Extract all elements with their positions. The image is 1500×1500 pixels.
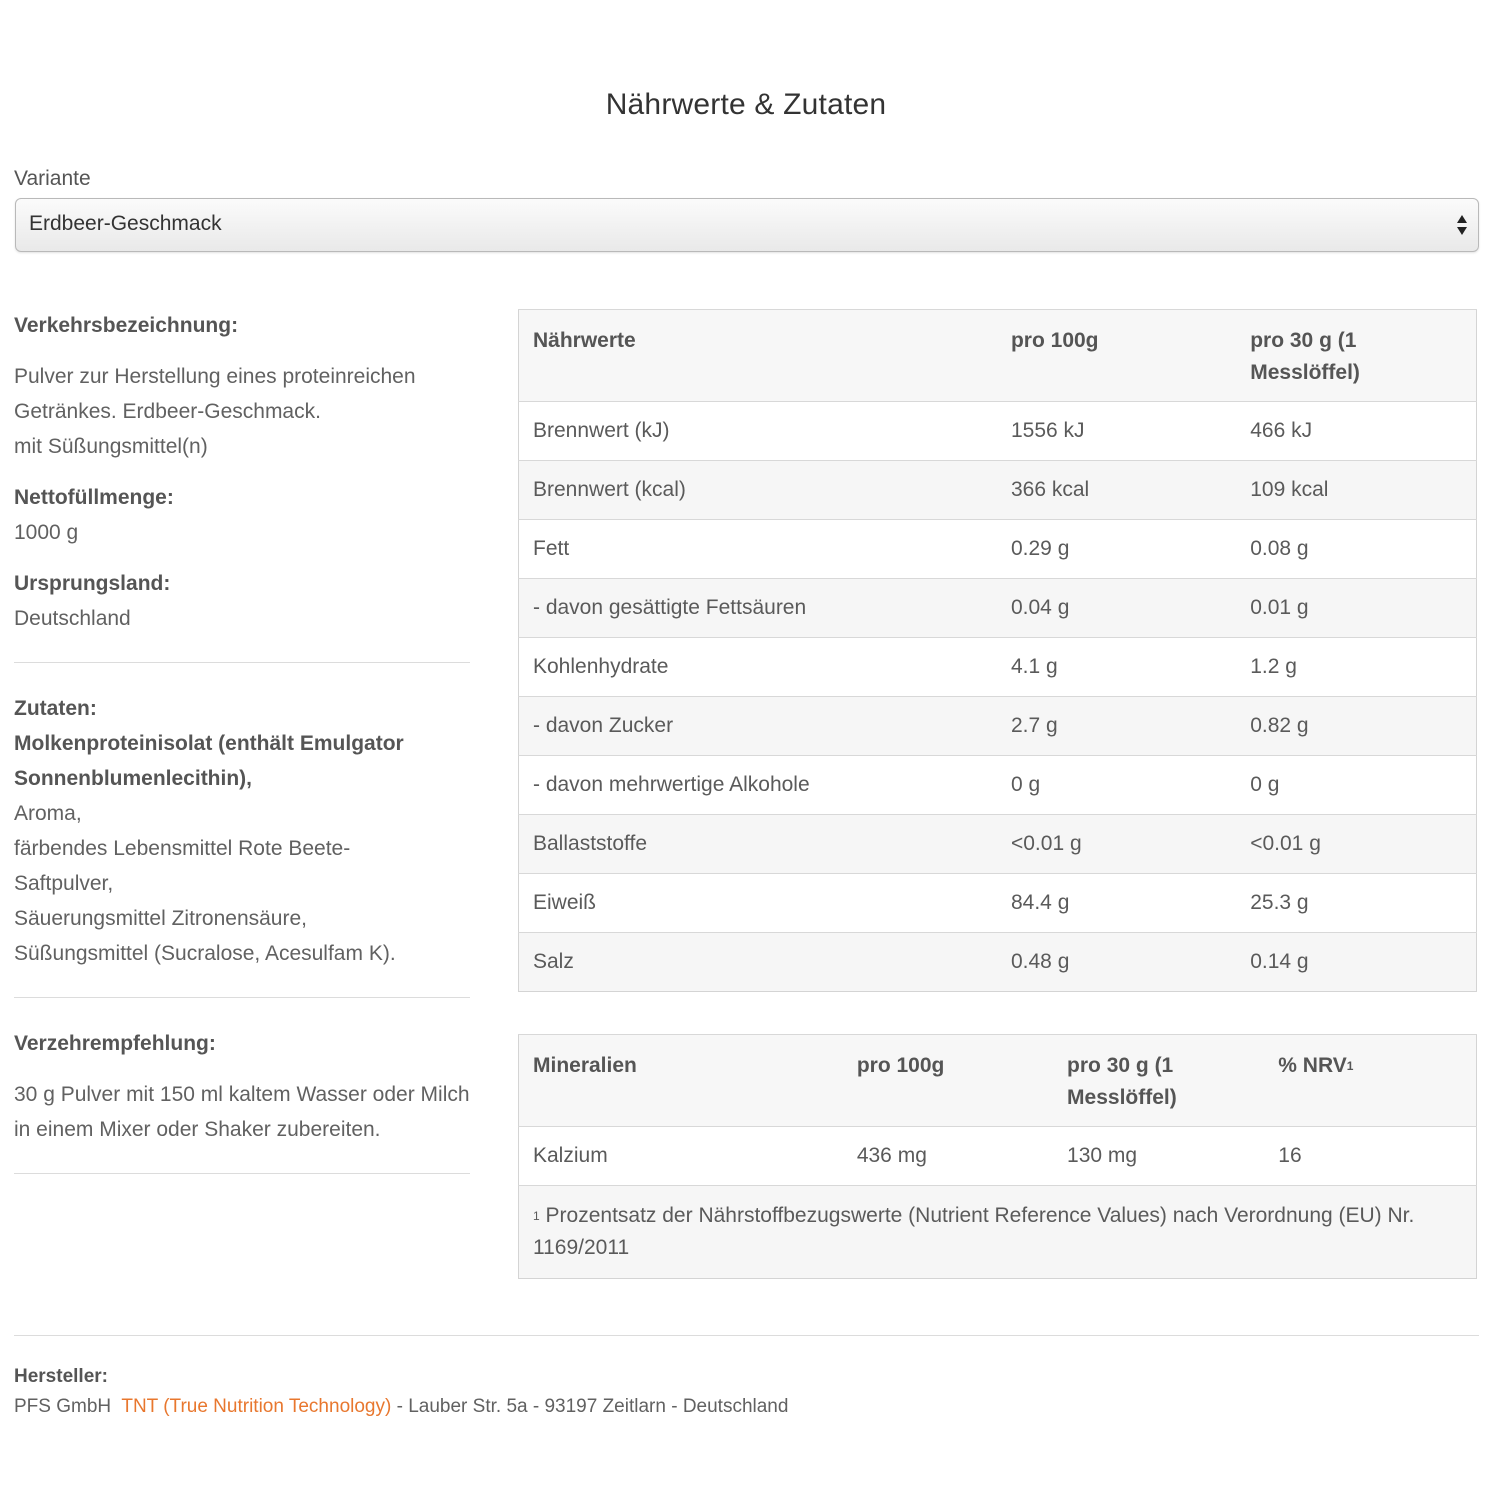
minerals-header-30g: pro 30 g (1 Messlöffel) [1053,1035,1264,1127]
table-row [519,874,1477,933]
ingredient-line: Säuerungsmittel Zitronensäure, [14,907,307,930]
nutrient-name: Eiweiß [519,874,997,933]
nutrition-header-row [519,310,1477,402]
origin-value: Deutschland [14,607,131,630]
divider [14,997,470,998]
nutrient-per-100g: 0.29 g [997,520,1236,579]
page-title: Nährwerte & Zutaten [605,88,887,121]
nutrition-header-name: Nährwerte [519,310,997,402]
footnote-row [519,1186,1477,1279]
footer-divider [14,1335,1479,1336]
nutrient-per-30g: 0 g [1236,756,1476,815]
nutrient-per-30g: 466 kJ [1236,402,1476,461]
ingredient-line: färbendes Lebensmittel Rote Beete- [14,837,351,860]
nutrient-name: - davon mehrwertige Alkohole [519,756,997,815]
designation-line: mit Süßungsmittel(n) [14,435,208,458]
ingredient-line: Aroma, [14,802,82,825]
nutrient-per-100g: <0.01 g [997,815,1236,874]
nutrient-per-30g: 0.08 g [1236,520,1476,579]
ingredients-main: Molkenproteinisolat (enthält Emulgator Sonnenblumenlecithin), [14,732,404,790]
origin-label: Ursprungsland: [14,572,171,595]
nutrient-per-30g: 0.01 g [1236,579,1476,638]
nutrient-per-100g: 0 g [997,756,1236,815]
designation-line: Getränkes. Erdbeer-Geschmack. [14,400,321,423]
mineral-nrv: 16 [1264,1127,1476,1186]
manufacturer-label: Hersteller: [14,1366,108,1387]
divider [14,1173,470,1174]
net-quantity-label: Nettofüllmenge: [14,486,174,509]
nutrient-per-100g: 4.1 g [997,638,1236,697]
ingredient-line: Süßungsmittel (Sucralose, Acesulfam K). [14,942,396,965]
minerals-header-nrv [1264,1035,1476,1127]
table-row [519,579,1477,638]
variant-label: Variante [14,167,91,190]
mineral-per-30g: 130 mg [1053,1127,1264,1186]
nutrient-name: Salz [519,933,997,992]
nrv-label: % NRV [1278,1054,1347,1077]
nutrient-per-30g: <0.01 g [1236,815,1476,874]
nutrient-per-100g: 366 kcal [997,461,1236,520]
nutrition-header-100g: pro 100g [997,310,1236,402]
variant-selected-value: Erdbeer-Geschmack [29,212,222,235]
nutrient-per-30g: 0.14 g [1236,933,1476,992]
nutrient-per-30g: 109 kcal [1236,461,1476,520]
minerals-header-100g: pro 100g [843,1035,1053,1127]
footnote-marker: 1 [533,1209,540,1223]
minerals-header-name: Mineralien [519,1035,843,1127]
manufacturer-address: - Lauber Str. 5a - 93197 Zeitlarn - Deutschland [396,1396,789,1417]
minerals-table [518,1034,1477,1279]
table-row [519,638,1477,697]
table-row [519,402,1477,461]
net-quantity-value: 1000 g [14,521,79,544]
nutrient-name: Kohlenhydrate [519,638,997,697]
nutrient-name: Ballaststoffe [519,815,997,874]
nutrient-name: Brennwert (kcal) [519,461,997,520]
nutrient-per-100g: 2.7 g [997,697,1236,756]
footnote [519,1186,1477,1279]
table-row [519,520,1477,579]
recommendation-text: 30 g Pulver mit 150 ml kaltem Wasser oder Milch in einem Mixer oder Shaker zubereiten. [14,1083,470,1141]
table-row [519,756,1477,815]
table-row [519,461,1477,520]
nutrient-per-30g: 25.3 g [1236,874,1476,933]
manufacturer-link[interactable]: TNT (True Nutrition Technology) [121,1396,392,1417]
table-row [519,815,1477,874]
manufacturer-info [14,1396,788,1418]
mineral-per-100g: 436 mg [843,1127,1053,1186]
manufacturer-company: PFS GmbH [14,1396,112,1417]
footnote-text: Prozentsatz der Nährstoffbezugswerte (Nutrient Reference Values) nach Verordnung (EU) Nr. 1169/2011 [533,1204,1415,1259]
nutrient-per-100g: 1556 kJ [997,402,1236,461]
nutrition-table [518,309,1477,992]
table-row [519,1127,1477,1186]
nutrient-name: Fett [519,520,997,579]
nutrition-header-30g: pro 30 g (1 Messlöffel) [1236,310,1476,402]
recommendation-label: Verzehrempfehlung: [14,1032,216,1055]
select-arrows-icon [1455,212,1469,238]
nutrient-per-100g: 0.04 g [997,579,1236,638]
ingredient-line: Saftpulver, [14,872,114,895]
divider [14,662,470,663]
nrv-footnote-marker: 1 [1346,1059,1354,1073]
nutrient-name: - davon Zucker [519,697,997,756]
nutrient-per-100g: 0.48 g [997,933,1236,992]
designation-line: Pulver zur Herstellung eines proteinreichen [14,365,416,388]
nutrient-per-100g: 84.4 g [997,874,1236,933]
minerals-header-row [519,1035,1477,1127]
mineral-name: Kalzium [519,1127,843,1186]
ingredients-label: Zutaten: [14,697,97,720]
nutrient-per-30g: 0.82 g [1236,697,1476,756]
nutrient-per-30g: 1.2 g [1236,638,1476,697]
table-row [519,697,1477,756]
designation-label: Verkehrsbezeichnung: [14,314,239,337]
table-row [519,933,1477,992]
nutrient-name: Brennwert (kJ) [519,402,997,461]
variant-select[interactable] [15,198,1479,252]
product-info [14,308,470,1174]
nutrient-name: - davon gesättigte Fettsäuren [519,579,997,638]
